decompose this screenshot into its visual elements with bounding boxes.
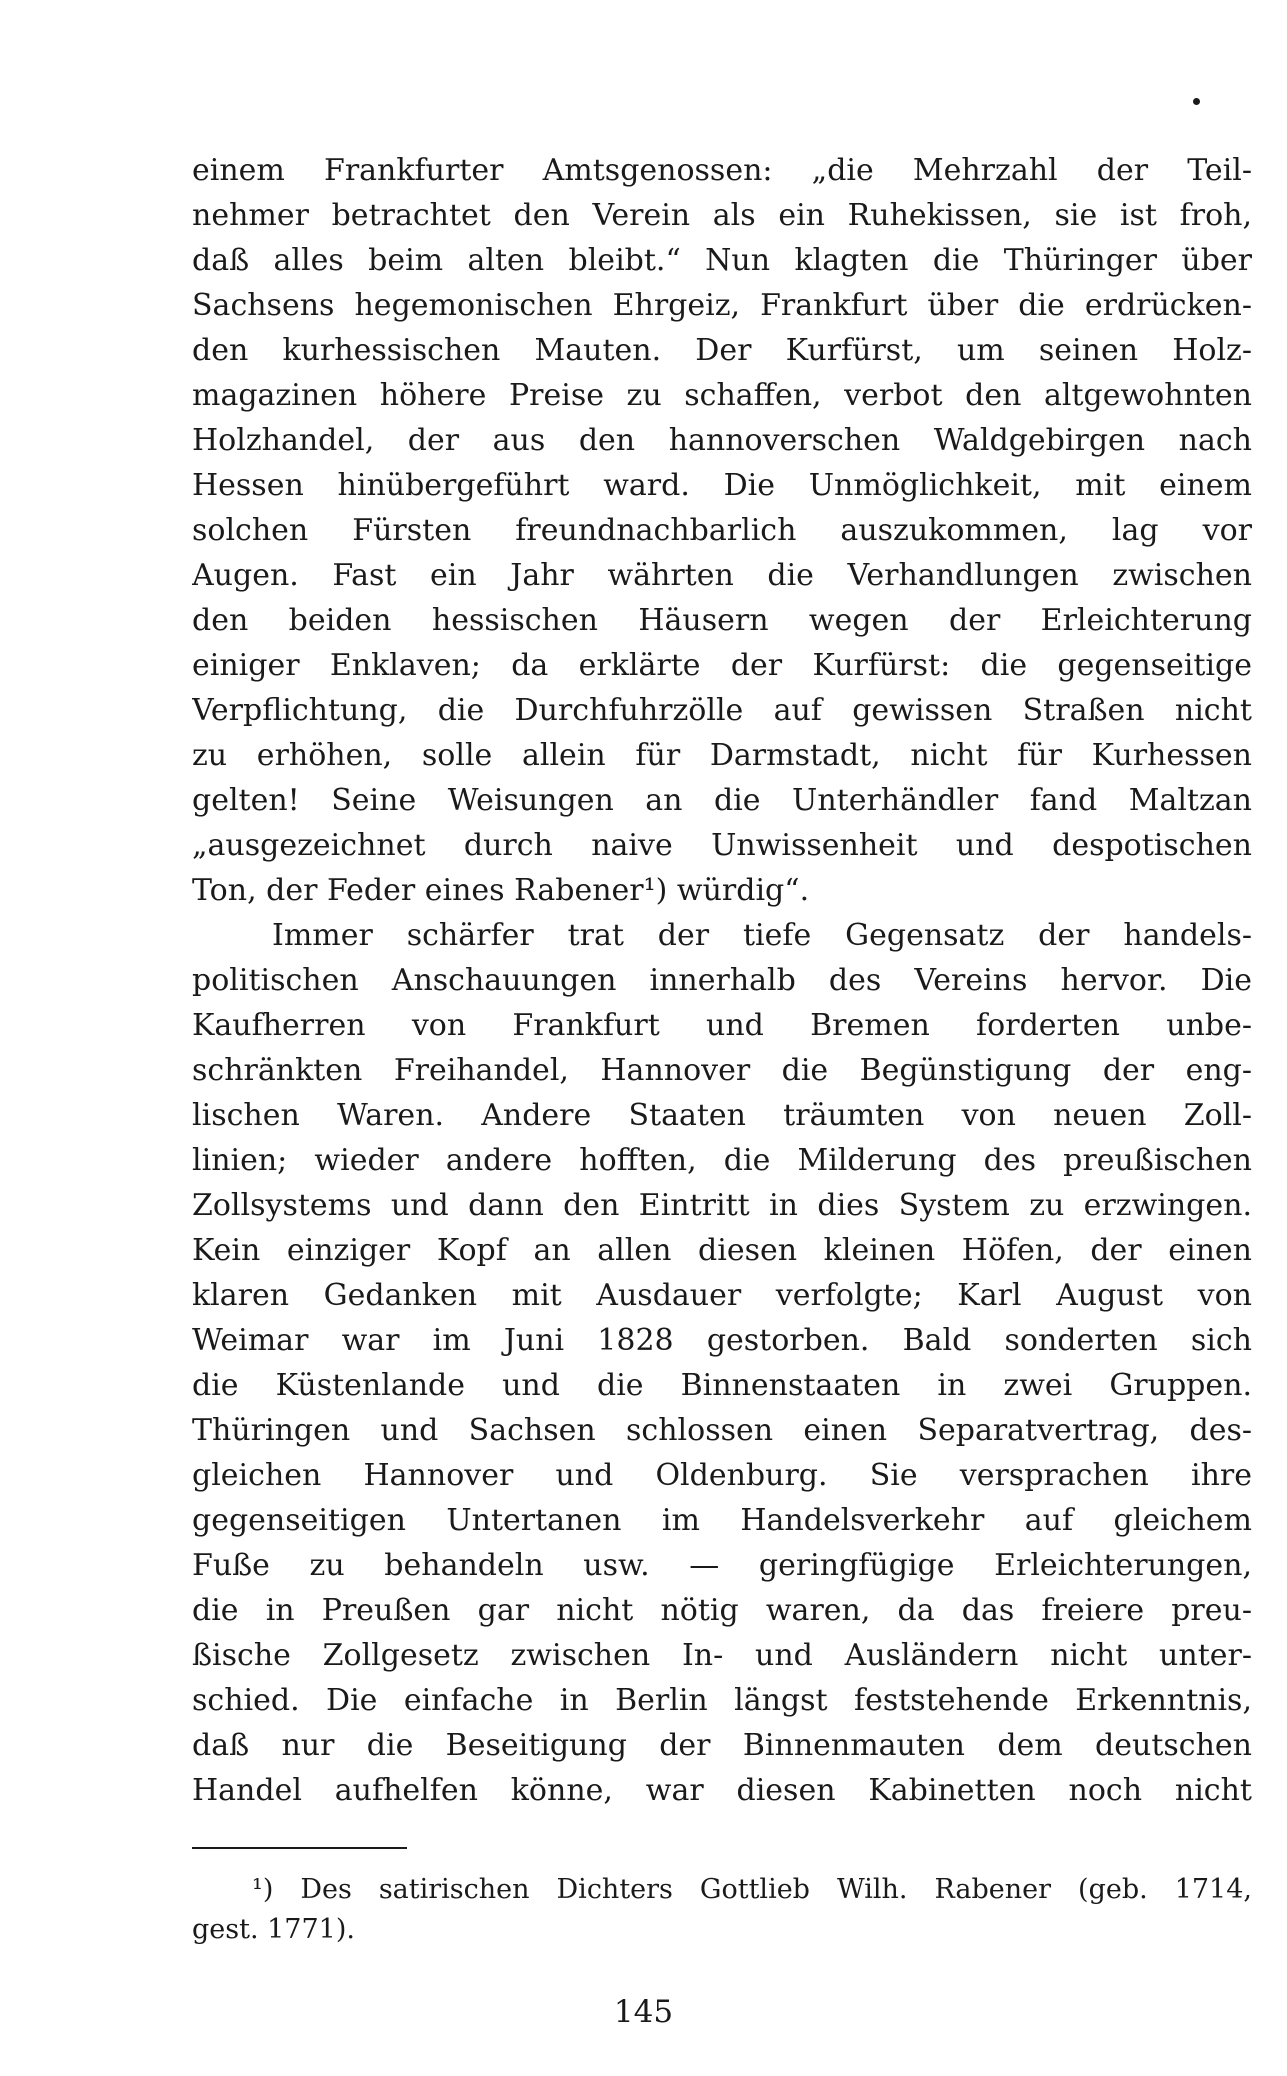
text-line: zu erhöhen, solle allein für Darmstadt, nicht für Kurhessen [192,738,1252,773]
ink-dot [1193,98,1200,105]
text-line: Hessen hinübergeführt ward. Die Unmöglichkeit, mit einem [192,468,1252,503]
text-line: Kaufherren von Frankfurt und Bremen forderten unbe- [192,1008,1252,1043]
text-line: Weimar war im Juni 1828 gestorben. Bald sonderten sich [192,1323,1252,1358]
footnote [192,1870,1252,1950]
text-line: daß nur die Beseitigung der Binnenmauten dem deutschen [192,1728,1252,1763]
text-line: die in Preußen gar nicht nötig waren, da das freiere preu- [192,1593,1252,1628]
text-line: Holzhandel, der aus den hannoverschen Waldgebirgen nach [192,423,1252,458]
footnote-line: gest. 1771). [192,1914,355,1945]
text-line: „ausgezeichnet durch naive Unwissenheit und despotischen [192,828,1252,863]
page-number: 145 [613,1994,674,2030]
text-line: linien; wieder andere hofften, die Milderung des preußischen [192,1143,1252,1178]
text-line: den beiden hessischen Häusern wegen der Erleichterung [192,603,1252,638]
text-line: Ton, der Feder eines Rabener¹) würdig“. [192,873,810,908]
text-line: Kein einziger Kopf an allen diesen kleinen Höfen, der einen [192,1233,1252,1268]
text-line: politischen Anschauungen innerhalb des Vereins hervor. Die [192,963,1252,998]
text-line: die Küstenlande und die Binnenstaaten in zwei Gruppen. [192,1368,1252,1403]
text-line: Verpflichtung, die Durchfuhrzölle auf gewissen Straßen nicht [192,693,1252,728]
text-line: den kurhessischen Mauten. Der Kurfürst, um seinen Holz- [192,333,1252,368]
text-line: Augen. Fast ein Jahr währten die Verhandlungen zwischen [192,558,1252,593]
text-line: Thüringen und Sachsen schlossen einen Separatvertrag, des- [192,1413,1252,1448]
text-line: Sachsens hegemonischen Ehrgeiz, Frankfurt über die erdrücken- [192,288,1252,323]
text-line: schränkten Freihandel, Hannover die Begünstigung der eng- [192,1053,1252,1088]
text-line: daß alles beim alten bleibt.“ Nun klagten die Thüringer über [192,243,1252,278]
text-line: einem Frankfurter Amtsgenossen: „die Mehrzahl der Teil- [192,153,1252,188]
footnote-divider [192,1847,407,1849]
text-line: schied. Die einfache in Berlin längst feststehende Erkenntnis, [192,1683,1252,1718]
text-line: klaren Gedanken mit Ausdauer verfolgte; Karl August von [192,1278,1252,1313]
text-line: Handel aufhelfen könne, war diesen Kabinetten noch nicht [192,1773,1252,1808]
text-line: Zollsystems und dann den Eintritt in dies System zu erzwingen. [192,1188,1252,1223]
text-line: nehmer betrachtet den Verein als ein Ruhekissen, sie ist froh, [192,198,1252,233]
text-line: Fuße zu behandeln usw. — geringfügige Erleichterungen, [192,1548,1252,1583]
text-line: gleichen Hannover und Oldenburg. Sie versprachen ihre [192,1458,1252,1493]
text-line: solchen Fürsten freundnachbarlich auszukommen, lag vor [192,513,1252,548]
main-text [192,148,1252,1813]
text-line: ßische Zollgesetz zwischen In- und Ausländern nicht unter- [192,1638,1252,1673]
text-line: magazinen höhere Preise zu schaffen, verbot den altgewohnten [192,378,1252,413]
text-line: gelten! Seine Weisungen an die Unterhändler fand Maltzan [192,783,1252,818]
paragraph-start: Immer schärfer trat der tiefe Gegensatz der handels- [272,918,1252,953]
text-line: einiger Enklaven; da erklärte der Kurfürst: die gegenseitige [192,648,1252,683]
footnote-line: ¹) Des satirischen Dichters Gottlieb Wilh. Rabener (geb. 1714, [252,1874,1252,1905]
text-line: gegenseitigen Untertanen im Handelsverkehr auf gleichem [192,1503,1252,1538]
text-line: lischen Waren. Andere Staaten träumten von neuen Zoll- [192,1098,1252,1133]
